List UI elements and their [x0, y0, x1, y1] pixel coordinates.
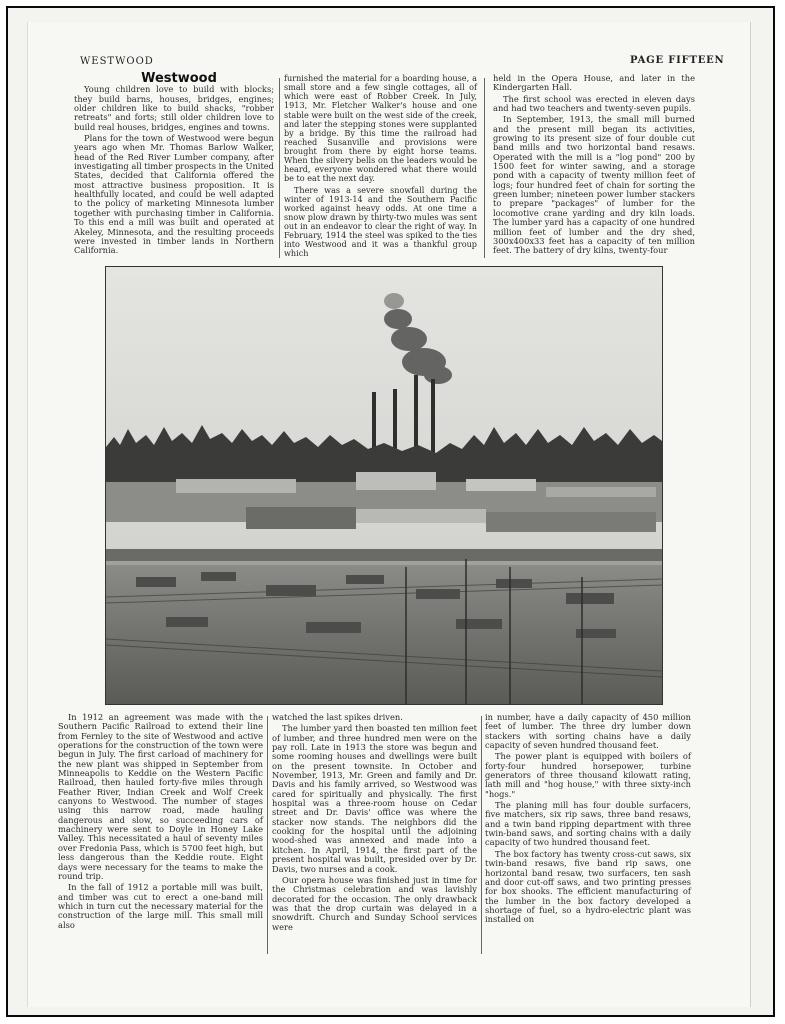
- paragraph: Our opera house was finished just in time for the Christmas celebration and was lavishly decorated for the occasion. The only drawback was that the drop curtain was delayed in a snowdrift. Church and Sunday School services were: [272, 874, 477, 932]
- bottom-column-3: [485, 713, 691, 925]
- top-column-1: [74, 71, 274, 256]
- paragraph: The lumber yard then boasted ten million feet of lumber, and three hundred men were on the pay roll. Late in 1913 the store was begun and some rooming houses and dwellings were built on the present townsite. In October and November, 1913, Mr. Green and family and Dr. Davis and his family arrived, so Westwood was cared for spiritually and physically. The first hospital was a three-room house on Cedar street and Dr. Davis' office was where the stacker now stands. The neighbors did the cooking for the hospital until the adjoining wood-shed was annexed and made into a kitchen. In April, 1914, the first part of the present hospital was built, presided over by Dr. Davis, two nurses and a cook.: [272, 723, 477, 874]
- column-rule: [481, 716, 482, 954]
- running-header: WESTWOOD: [80, 56, 154, 67]
- paragraph: furnished the material for a boarding house, a small store and a few single cottages, all of which were east of Robber Creek. In July, 1913, Mr. Fletcher Walker's house and one stable were built on the west side of the creek, and later the stepping stones were supplanted by a bridge. By this time the railroad had reached Susanville and provisions were brought from there by eight horse teams. When the silvery bells on the leaders would be heard, everyone wondered what there would be to eat the next day.: [284, 73, 477, 184]
- paragraph: The planing mill has four double surfacers, five matchers, six rip saws, three band resaws, and a twin band ripping department with three twin-band saws, and sorting chains with a daily capacity of two hundred thousand feet.: [485, 800, 691, 848]
- paragraph: The first school was erected in eleven days and had two teachers and twenty-seven pupils.: [493, 93, 695, 114]
- bottom-column-2: [272, 713, 477, 932]
- article-title: Westwood: [141, 71, 217, 86]
- sawmill-photo: [105, 266, 663, 705]
- paragraph: Young children love to build with blocks; they build barns, houses, bridges, engines; older children like to build shacks, "robber retreats" and forts; still older children love to build real houses, bridges, engines and towns.: [74, 84, 274, 132]
- sawmill-photo-illustration: [106, 267, 662, 704]
- paragraph: In September, 1913, the small mill burned and the present mill began its activities, growing to its present size of four double cut band mills and two horizontal band resaws. Operated with the mill is a "log pond" 200 by 1500 feet for winter sawing, and a storage pond with a capacity of twenty million feet of logs; four hundred feet of chain for sorting the green lumber; nineteen power lumber stackers to prepare "packages" of lumber for the locomotive crane yarding and dry kiln loads. The lumber yard has a capacity of one hundred million feet of lumber and the dry shed, 300x400x33 feet has a capacity of ten million feet. The battery of dry kilns, twenty-four: [493, 114, 695, 256]
- column-rule: [484, 78, 485, 258]
- paragraph: Plans for the town of Westwood were begun years ago when Mr. Thomas Barlow Walker, head of the Red River Lumber company, after investigating all timber prospects in the United States, decided that California offered the most attractive business proposition. It is healthfully located, and could be well adapted to the policy of marketing Minnesota lumber together with purchasing timber in California. To this end a mill was built and operated at Akeley, Minnesota, and the resulting proceeds were invested in timber lands in Northern California.: [74, 133, 274, 256]
- paragraph: in number, have a daily capacity of 450 million feet of lumber. The three dry lumber down stackers with sorting chains have a daily capacity of seven hundred thousand feet.: [485, 712, 691, 751]
- column-rule: [267, 716, 268, 954]
- bottom-column-1: [58, 713, 263, 930]
- mill-buildings: [106, 472, 662, 565]
- top-column-2: [284, 74, 477, 259]
- paragraph: In the fall of 1912 a portable mill was built, and timber was cut to erect a one-band mill which in turn cut the necessary material for the construction of the large mill. This small mill also: [58, 882, 263, 930]
- paragraph: There was a severe snowfall during the winter of 1913-14 and the Southern Pacific worked against heavy odds. At one time a snow plow drawn by thirty-two mules was sent out in an endeavor to clear the right of way. In February, 1914 the steel was spiked to the ties into Westwood and it was a thankful group which: [284, 184, 477, 259]
- paragraph: The box factory has twenty cross-cut saws, six twin-band resaws, five band rip saws, one horizontal band resaw, two surfacers, ten sash and door cut-off saws, and two printing presses for box shooks. The efficient manufacturing of the lumber in the box factory developed a shortage of fuel, so a hydro-electric plant was installed on: [485, 848, 691, 925]
- paragraph: held in the Opera House, and later in the Kindergarten Hall.: [493, 73, 695, 93]
- paragraph: The power plant is equipped with boilers of forty-four hundred horsepower, turbine generators of three thousand kilowatt rating, lath mill and "hog house," with three sixty-inch "hogs.": [485, 751, 691, 799]
- top-column-3: [493, 74, 695, 256]
- column-rule: [279, 78, 280, 258]
- paragraph: In 1912 an agreement was made with the Southern Pacific Railroad to extend their line from Fernley to the site of Westwood and active operations for the construction of the town were begun in July. The first carload of machinery for the new plant was shipped in September from Minneapolis to Keddie on the Western Pacific Railroad, then hauled forty-five miles through Feather River, Indian Creek and Wolf Creek canyons to Westwood. The number of stages using this narrow road, made hauling dangerous and slow, so succeeding cars of machinery were sent to Doyle in Honey Lake Valley. This necessitated a haul of seventy miles over Fredonia Pass, which is 5700 feet high, but less dangerous than the Keddie route. Eight days were necessary for the teams to make the round trip.: [58, 712, 263, 881]
- page-number: PAGE FIFTEEN: [630, 55, 725, 66]
- paragraph: watched the last spikes driven.: [272, 712, 403, 722]
